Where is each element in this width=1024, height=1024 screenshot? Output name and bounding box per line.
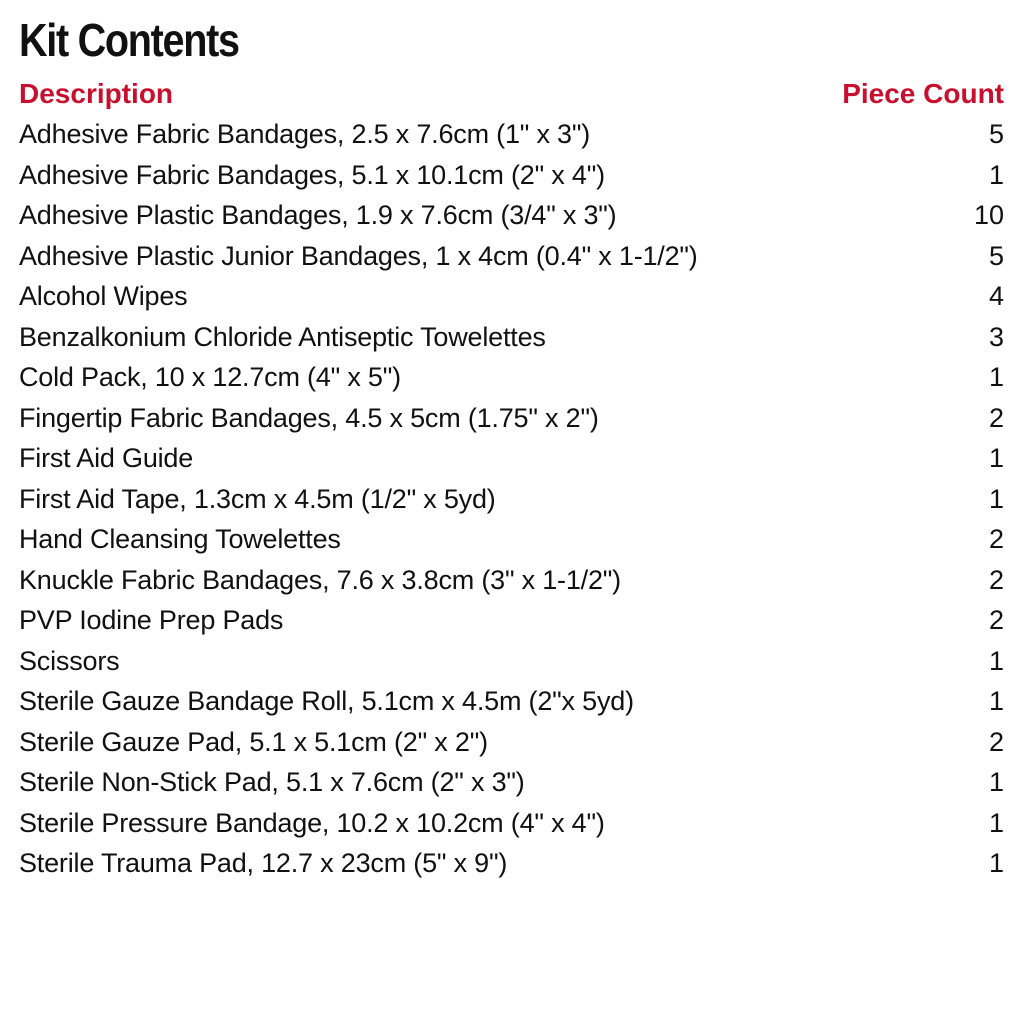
item-count: 1 xyxy=(988,362,1004,392)
list-item xyxy=(19,236,1004,277)
item-count: 1 xyxy=(988,159,1004,190)
list-item xyxy=(19,114,1004,155)
list-item xyxy=(19,843,1004,884)
item-description: Benzalkonium Chloride Antiseptic Towelettes xyxy=(19,321,546,352)
item-description: Sterile Gauze Pad, 5.1 x 5.1cm (2" x 2") xyxy=(19,726,488,757)
item-count: 5 xyxy=(988,119,1004,149)
item-count: 5 xyxy=(988,240,1004,271)
item-description: Adhesive Plastic Junior Bandages, 1 x 4cm (0.4" x 1-1/2") xyxy=(19,240,698,271)
item-count: 3 xyxy=(988,321,1004,352)
list-item xyxy=(19,438,1004,479)
item-count: 1 xyxy=(988,443,1004,473)
item-count: 1 xyxy=(988,807,1004,838)
list-item xyxy=(19,803,1004,844)
item-description: Adhesive Plastic Bandages, 1.9 x 7.6cm (3/4" x 3") xyxy=(19,200,617,230)
item-count: 10 xyxy=(973,200,1004,230)
list-item xyxy=(19,479,1004,520)
contents-list xyxy=(19,114,1004,884)
list-item xyxy=(19,722,1004,763)
item-count: 1 xyxy=(988,848,1004,878)
item-description: First Aid Tape, 1.3cm x 4.5m (1/2" x 5yd) xyxy=(19,483,496,514)
item-count: 1 xyxy=(988,645,1004,676)
item-count: 1 xyxy=(988,767,1004,797)
list-item xyxy=(19,317,1004,358)
item-description: Cold Pack, 10 x 12.7cm (4" x 5") xyxy=(19,362,401,392)
item-count: 1 xyxy=(988,483,1004,514)
item-count: 2 xyxy=(988,524,1004,554)
item-description: Sterile Trauma Pad, 12.7 x 23cm (5" x 9") xyxy=(19,848,508,878)
list-item xyxy=(19,276,1004,317)
list-item xyxy=(19,357,1004,398)
table-header xyxy=(19,74,1004,114)
column-header-count: Piece Count xyxy=(842,78,1004,109)
item-description: Knuckle Fabric Bandages, 7.6 x 3.8cm (3" x 1-1/2") xyxy=(19,564,621,595)
list-item xyxy=(19,519,1004,560)
list-item xyxy=(19,641,1004,682)
item-count: 2 xyxy=(988,564,1004,595)
item-count: 2 xyxy=(988,726,1004,757)
item-description: Adhesive Fabric Bandages, 2.5 x 7.6cm (1" x 3") xyxy=(19,119,591,149)
item-description: First Aid Guide xyxy=(19,443,194,473)
list-item xyxy=(19,681,1004,722)
item-description: Hand Cleansing Towelettes xyxy=(19,524,341,554)
item-description: Alcohol Wipes xyxy=(19,281,188,311)
item-description: PVP Iodine Prep Pads xyxy=(19,605,284,635)
item-count: 4 xyxy=(988,281,1004,311)
item-description: Adhesive Fabric Bandages, 5.1 x 10.1cm (2" x 4") xyxy=(19,159,605,190)
list-item xyxy=(19,155,1004,196)
column-header-description: Description xyxy=(19,78,174,109)
kit-contents-sheet xyxy=(19,14,1004,884)
list-item xyxy=(19,600,1004,641)
list-item xyxy=(19,762,1004,803)
list-item xyxy=(19,398,1004,439)
item-description: Fingertip Fabric Bandages, 4.5 x 5cm (1.75" x 2") xyxy=(19,402,599,433)
item-count: 2 xyxy=(988,605,1004,635)
item-description: Sterile Pressure Bandage, 10.2 x 10.2cm (4" x 4") xyxy=(19,807,605,838)
item-description: Sterile Gauze Bandage Roll, 5.1cm x 4.5m (2"x 5yd) xyxy=(19,686,634,716)
list-item xyxy=(19,560,1004,601)
list-item xyxy=(19,195,1004,236)
item-count: 1 xyxy=(988,686,1004,716)
item-count: 2 xyxy=(988,402,1004,433)
page-title: Kit Contents xyxy=(19,14,239,66)
item-description: Scissors xyxy=(19,645,120,676)
item-description: Sterile Non-Stick Pad, 5.1 x 7.6cm (2" x 3") xyxy=(19,767,525,797)
